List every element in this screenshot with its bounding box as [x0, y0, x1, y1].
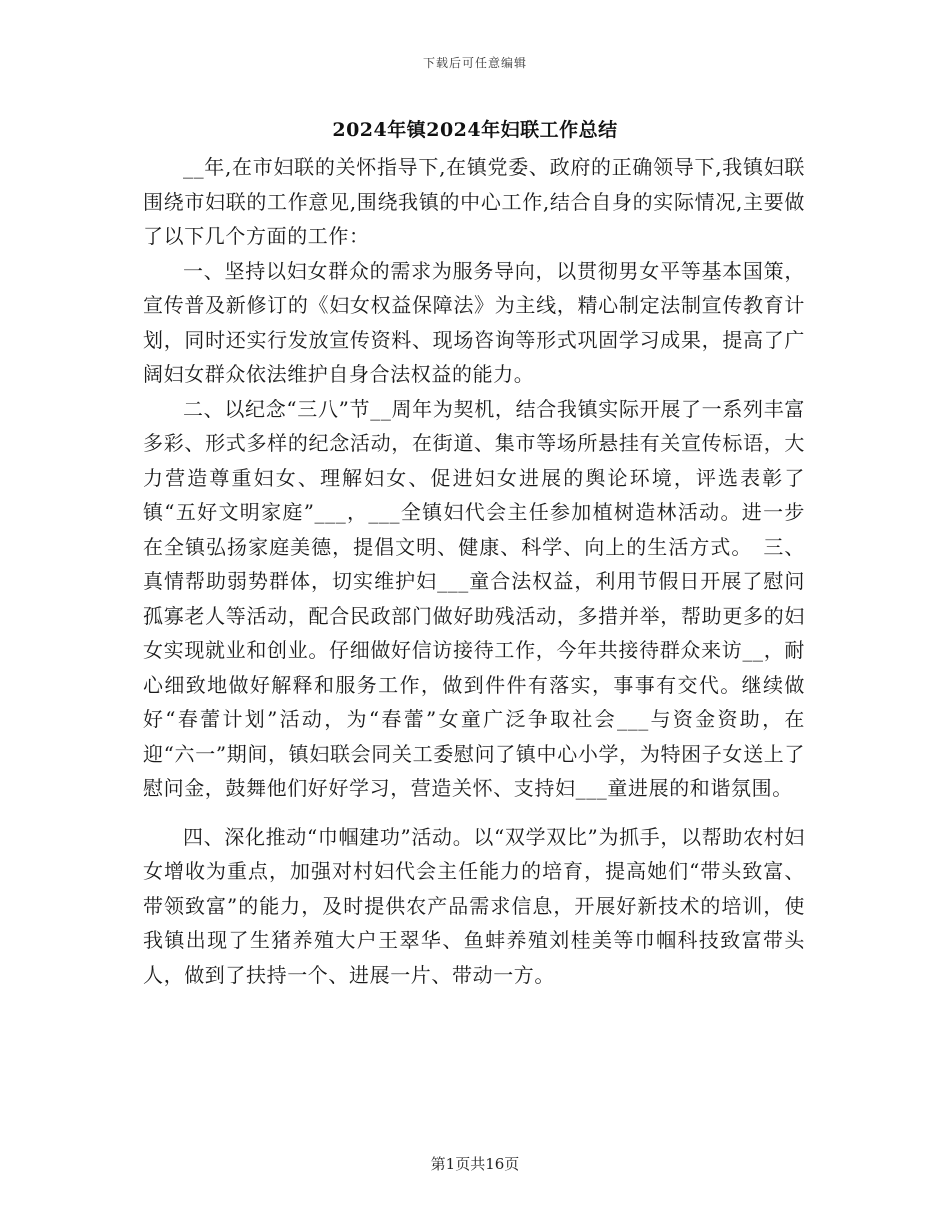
header-note: 下载后可任意编辑 [422, 56, 527, 70]
paragraph-section-4: 四、深化推动“巾帼建功”活动。以“双学双比”为抓手，以帮助农村妇女增收为重点，加强对村妇代会主任能力的培育，提高她们“带头致富、带领致富”的能力，及时提供农产品需求信息，开展好新技术的培训，使我镇出现了生猪养殖大户王翠华、鱼蚌养殖刘桂美等巾帼科技致富带头人，做到了扶持一个、进展一片、带动一方。 [143, 824, 805, 987]
document-title: 2024年镇2024年妇联工作总结 [332, 119, 618, 141]
document-body [143, 150, 805, 992]
paragraph-section-1: 一、坚持以妇女群众的需求为服务导向，以贯彻男女平等基本国策，宣传普及新修订的《妇女权益保障法》为主线，精心制定法制宣传教育计划，同时还实行发放宣传资料、现场咨询等形式巩固学习成果，提高了广阔妇女群众依法维护自身合法权益的能力。 [143, 258, 805, 386]
paragraph-intro: __年,在市妇联的关怀指导下,在镇党委、政府的正确领导下,我镇妇联围绕市妇联的工作意见,围绕我镇的中心工作,结合自身的实际情况,主要做了以下几个方面的工作： [143, 155, 805, 248]
paragraph-section-2-3: 二、以纪念“三八”节__周年为契机，结合我镇实际开展了一系列丰富多彩、形式多样的纪念活动，在街道、集市等场所悬挂有关宣传标语，大力营造尊重妇女、理解妇女、促进妇女进展的舆论环境，评选表彰了镇“五好文明家庭”___，___全镇妇代会主任参加植树造林活动。进一步在全镇弘扬家庭美德，提倡文明、健康、科学、向上的生活方式。 三、真情帮助弱势群体，切实维护妇___童合法权益，利用节假日开展了慰问孤寡老人等活动，配合民政部门做好助残活动，多措并举，帮助更多的妇女实现就业和创业。仔细做好信访接待工作，今年共接待群众来访__，耐心细致地做好解释和服务工作，做到件件有落实，事事有交代。继续做好“春蕾计划”活动，为“春蕾”女童广泛争取社会___与资金资助，在迎“六一”期间，镇妇联会同关工委慰问了镇中心小学，为特困子女送上了慰问金，鼓舞他们好好学习，营造关怀、支持妇___童进展的和谐氛围。 [143, 396, 805, 800]
page-number: 第1页共16页 [430, 1155, 520, 1173]
